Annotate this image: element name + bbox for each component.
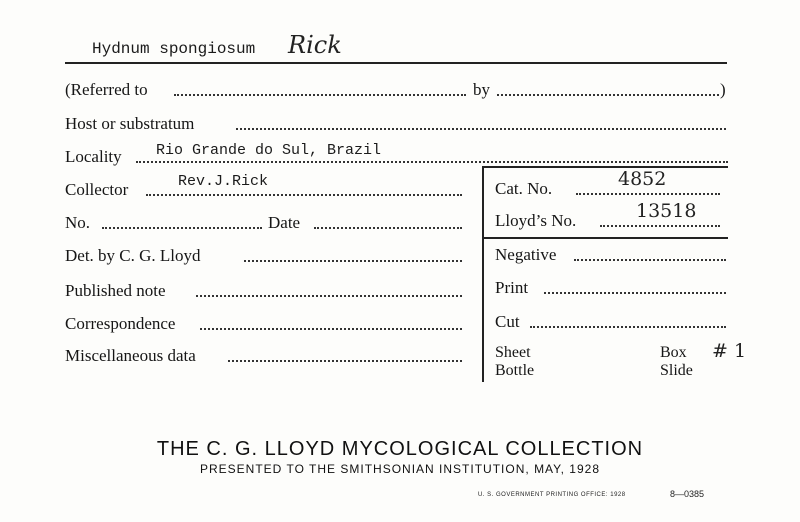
cat-no-line bbox=[576, 193, 720, 195]
collection-subtitle: PRESENTED TO THE SMITHSONIAN INSTITUTION, MAY, 1928 bbox=[199, 462, 600, 476]
close-paren: ) bbox=[720, 80, 726, 99]
cut-line bbox=[530, 326, 726, 328]
date-line bbox=[314, 227, 462, 229]
slide-label: Slide bbox=[660, 362, 693, 379]
locality-line bbox=[136, 161, 728, 163]
published-note-line bbox=[196, 295, 462, 297]
species-author: Rick bbox=[288, 31, 342, 59]
lloyds-no-label: Lloyd’s No. bbox=[495, 211, 577, 230]
cut-label: Cut bbox=[495, 312, 520, 331]
cat-no-value: 4852 bbox=[618, 168, 667, 190]
species-underline bbox=[65, 62, 727, 64]
collector-value: Rev.J.Rick bbox=[178, 173, 269, 190]
no-line bbox=[102, 227, 262, 229]
host-label: Host or substratum bbox=[65, 114, 195, 133]
lloyds-no-line bbox=[600, 225, 720, 227]
by-label: by bbox=[473, 80, 490, 99]
correspondence-line bbox=[200, 328, 462, 330]
negative-label: Negative bbox=[495, 245, 557, 264]
printing-office-note: U. S. GOVERNMENT PRINTING OFFICE: 1928 bbox=[478, 492, 626, 498]
sheet-label: Sheet bbox=[495, 344, 531, 361]
collector-label: Collector bbox=[65, 180, 129, 199]
published-note-label: Published note bbox=[65, 281, 166, 300]
bottle-label: Bottle bbox=[495, 362, 535, 379]
no-label: No. bbox=[65, 213, 91, 232]
cat-no-label: Cat. No. bbox=[495, 179, 553, 198]
referred-to-label: (Referred to bbox=[65, 80, 148, 99]
referred-to-line bbox=[174, 94, 466, 96]
by-line bbox=[497, 94, 719, 96]
box-number-value: # 1 bbox=[712, 340, 747, 362]
print-line bbox=[544, 292, 726, 294]
form-number: 8—0385 bbox=[670, 489, 705, 499]
locality-value: Rio Grande do Sul, Brazil bbox=[156, 142, 382, 159]
box-divider bbox=[482, 237, 728, 239]
misc-data-label: Miscellaneous data bbox=[65, 346, 196, 365]
box-top-border bbox=[482, 166, 728, 168]
locality-label: Locality bbox=[65, 147, 122, 166]
date-label: Date bbox=[268, 213, 301, 232]
collector-line bbox=[146, 194, 462, 196]
det-by-line bbox=[244, 260, 462, 262]
box-label: Box bbox=[660, 344, 687, 361]
collection-title: THE C. G. LLOYD MYCOLOGICAL COLLECTION bbox=[156, 438, 644, 460]
lloyds-no-value: 13518 bbox=[636, 200, 697, 222]
species-name: Hydnum spongiosum bbox=[92, 40, 256, 58]
negative-line bbox=[574, 259, 726, 261]
det-by-label: Det. by C. G. Lloyd bbox=[65, 246, 201, 265]
print-label: Print bbox=[495, 278, 529, 297]
host-line bbox=[236, 128, 726, 130]
misc-data-line bbox=[228, 360, 462, 362]
correspondence-label: Correspondence bbox=[65, 314, 176, 333]
box-left-border bbox=[482, 166, 484, 382]
